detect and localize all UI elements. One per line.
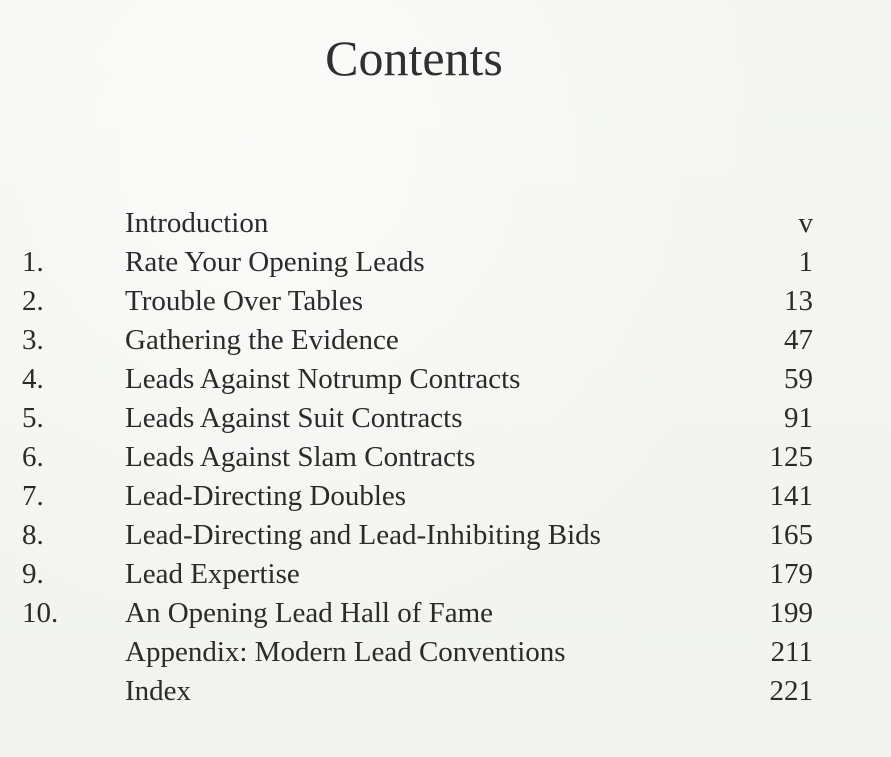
page-number: 13 — [784, 285, 813, 317]
chapter-title: Gathering the Evidence — [125, 324, 399, 356]
toc-row-2 — [0, 282, 891, 321]
toc-row-8 — [0, 516, 891, 555]
chapter-number: 3. — [22, 324, 44, 356]
page-number: 165 — [769, 519, 813, 551]
chapter-title: Leads Against Slam Contracts — [125, 441, 476, 473]
chapter-title: Lead-Directing and Lead-Inhibiting Bids — [125, 519, 601, 551]
chapter-title: Lead Expertise — [125, 558, 300, 590]
chapter-number: 4. — [22, 363, 44, 395]
page-number: 125 — [769, 441, 813, 473]
chapter-title: Leads Against Notrump Contracts — [125, 363, 521, 395]
chapter-number: 5. — [22, 402, 44, 434]
page-number: 211 — [770, 636, 813, 668]
chapter-number: 10. — [22, 597, 59, 629]
toc-row-7 — [0, 477, 891, 516]
chapter-number: 8. — [22, 519, 44, 551]
table-of-contents — [0, 204, 891, 711]
chapter-title: Index — [125, 675, 192, 707]
chapter-title: Appendix: Modern Lead Conventions — [125, 636, 566, 668]
page-number: v — [798, 207, 813, 239]
chapter-number: 1. — [22, 246, 44, 278]
chapter-title: Lead-Directing Doubles — [125, 480, 407, 512]
chapter-title: Leads Against Suit Contracts — [125, 402, 463, 434]
page-number: 91 — [784, 402, 813, 434]
page-title: Contents — [325, 30, 503, 86]
toc-row-5 — [0, 399, 891, 438]
page-number: 179 — [769, 558, 813, 590]
chapter-number: 7. — [22, 480, 44, 512]
page-number: 199 — [769, 597, 813, 629]
chapter-title: Trouble Over Tables — [125, 285, 364, 317]
chapter-title: Rate Your Opening Leads — [125, 246, 425, 278]
chapter-title: An Opening Lead Hall of Fame — [125, 597, 494, 629]
toc-row-appendix — [0, 633, 891, 672]
page-number: 221 — [769, 675, 813, 707]
toc-row-introduction — [0, 204, 891, 243]
chapter-number: 6. — [22, 441, 44, 473]
page-number: 47 — [784, 324, 813, 356]
toc-row-index — [0, 672, 891, 711]
chapter-number: 9. — [22, 558, 44, 590]
toc-row-4 — [0, 360, 891, 399]
page-number: 141 — [769, 480, 813, 512]
page-number: 59 — [784, 363, 813, 395]
chapter-number: 2. — [22, 285, 44, 317]
chapter-title: Introduction — [125, 207, 269, 239]
toc-row-6 — [0, 438, 891, 477]
toc-row-10 — [0, 594, 891, 633]
page-number: 1 — [798, 246, 813, 278]
toc-row-3 — [0, 321, 891, 360]
toc-row-9 — [0, 555, 891, 594]
toc-row-1 — [0, 243, 891, 282]
